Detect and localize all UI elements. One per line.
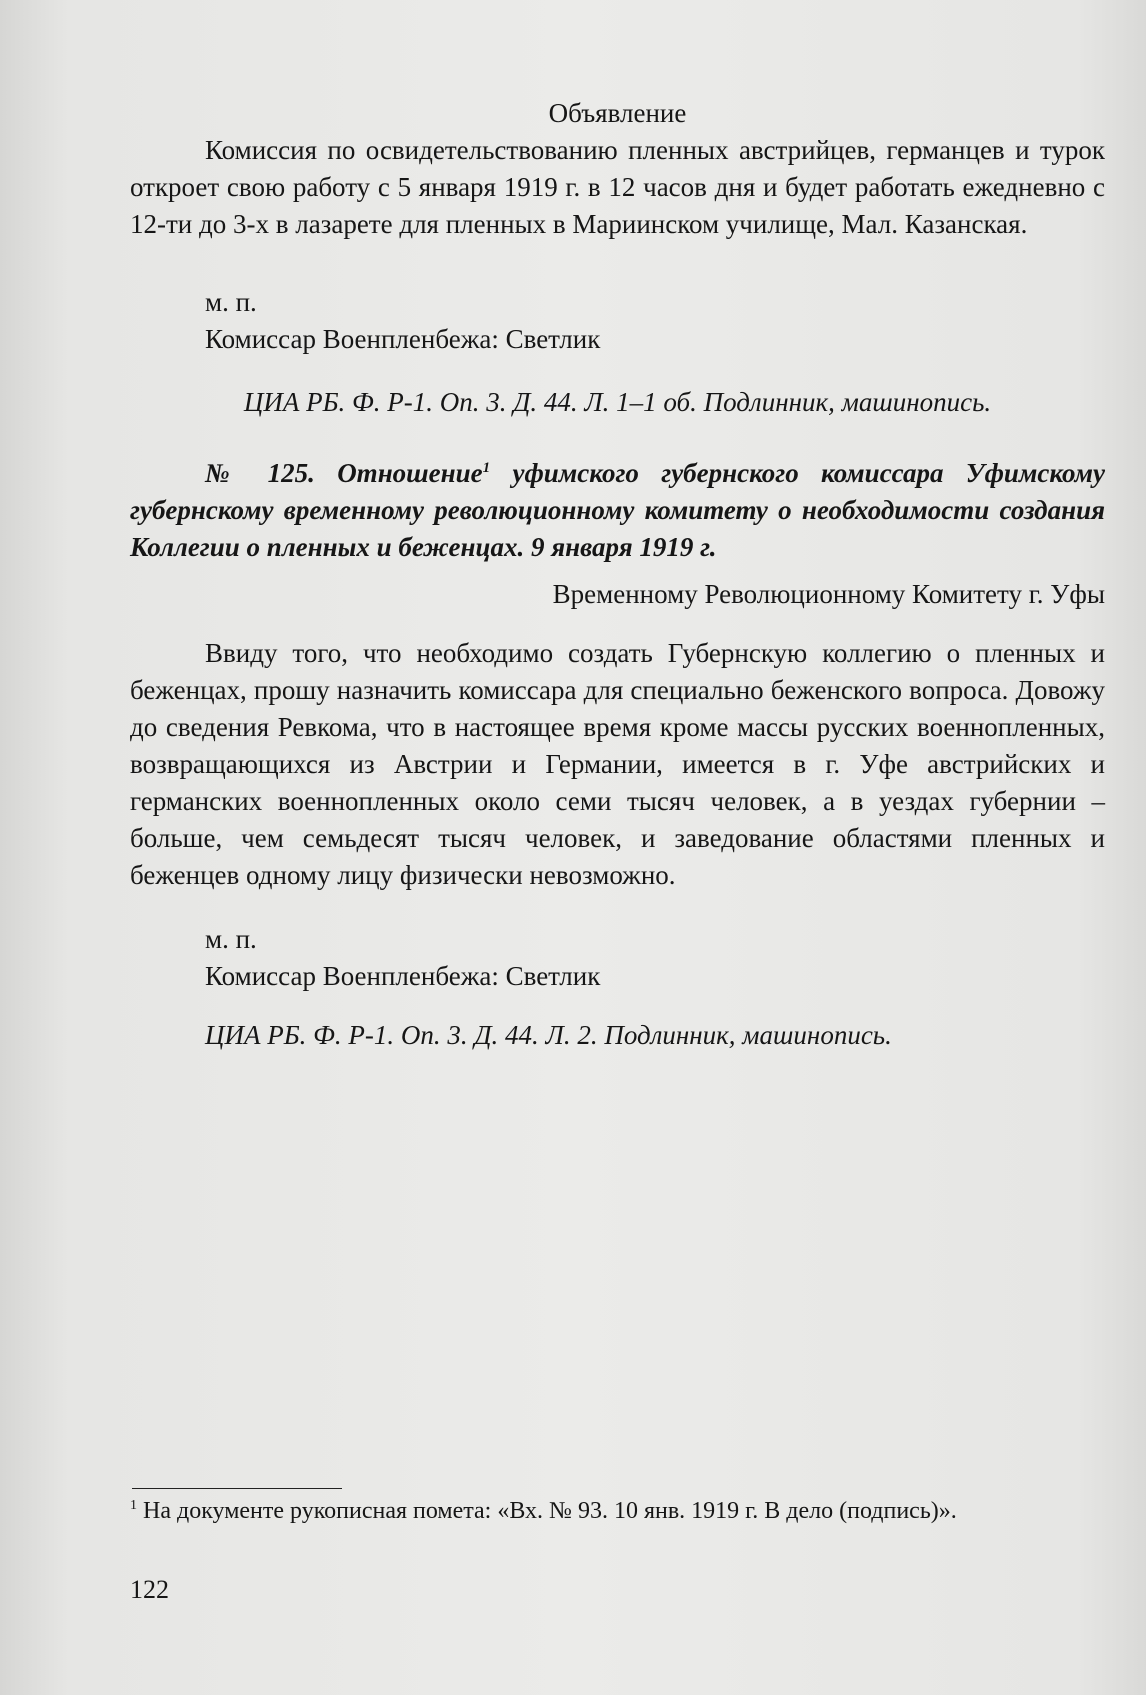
page-number: 122 [130, 1575, 169, 1604]
document-seal: м. п. [205, 924, 257, 954]
footnote [130, 1495, 1105, 1527]
footnote-text: На документе рукописная помета: «Вх. № 93. 10 янв. 1919 г. В дело (подпись)». [143, 1498, 957, 1524]
document-signature: Комиссар Военпленбежа: Светлик [205, 961, 601, 991]
main-text-block [130, 95, 1105, 1054]
announcement-source: ЦИА РБ. Ф. Р-1. Оп. 3. Д. 44. Л. 1–1 об. Подлинник, машинопись. [243, 387, 992, 417]
document-source: ЦИА РБ. Ф. Р-1. Оп. 3. Д. 44. Л. 2. Подлинник, машинопись. [205, 1020, 892, 1050]
footnote-reference: 1 [482, 460, 491, 476]
announcement-body: Комиссия по освидетельствованию пленных австрийцев, германцев и турок откроет свою работу с 5 января 1919 г. в 12 часов дня и будет работать ежедневно с 12-ти до 3-х в лазарете для пленных в Мариинском училище, Мал. Казанская. [130, 135, 1105, 239]
document-heading-word: Отношение [337, 458, 483, 488]
document-number: № 125. [205, 458, 315, 488]
footnote-divider [132, 1488, 342, 1489]
document-addressee: Временному Революционному Комитету г. Уфы [552, 579, 1105, 609]
document-heading [130, 455, 1105, 566]
document-body: Ввиду того, что необходимо создать Губернскую коллегию о пленных и беженцах, прошу назначить комиссара для специально беженского вопроса. Довожу до сведения Ревкома, что в настоящее время кроме массы русских военнопленных, возвращающихся из Австрии и Германии, имеется в г. Уфе австрийских и германских военнопленных около семи тысяч человек, а в уездах губернии – больше, чем семьдесят тысяч человек, и заведование областями пленных и беженцев одному лицу физически невозможно. [130, 638, 1105, 890]
announcement-title: Объявление [548, 98, 687, 128]
announcement-signature: Комиссар Военпленбежа: Светлик [205, 324, 601, 354]
footnote-mark: 1 [130, 1498, 137, 1513]
announcement-seal: м. п. [205, 287, 257, 317]
document-heading-rest: уфимского губернского комиссара Уфимскому губернскому временному революционному комитету о необходимости создания Коллегии о пленных и беженцах. 9 января 1919 г. [130, 458, 1106, 562]
